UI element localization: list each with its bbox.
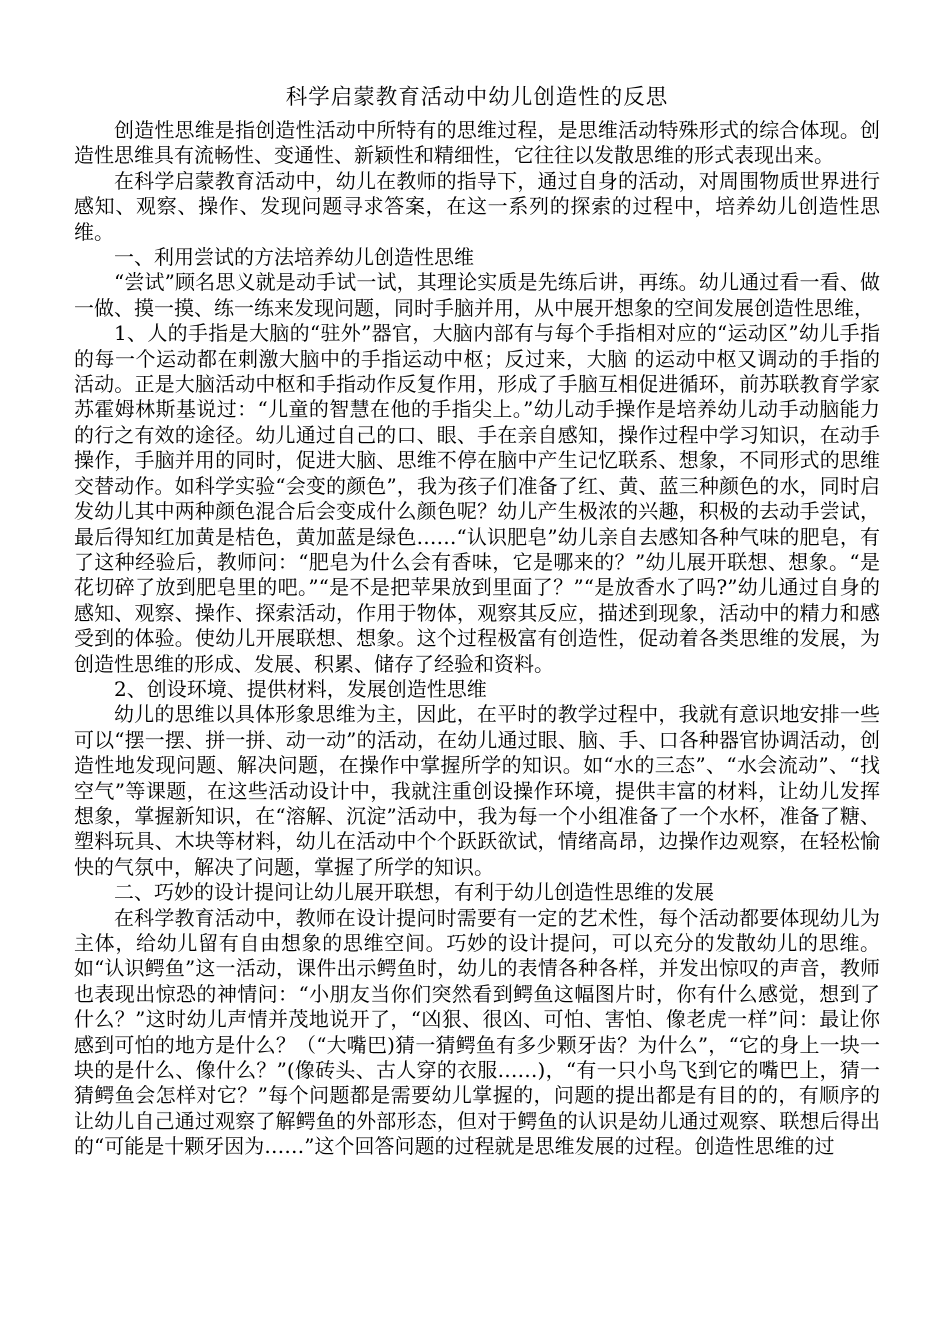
paragraph-introduction: 在科学启蒙教育活动中，幼儿在教师的指导下，通过自身的活动，对周围物质世界进行感知、观察、操作、发现问题寻求答案，在这一系列的探索的过程中，培养幼儿创造性思维。	[74, 168, 880, 244]
document-page	[74, 82, 880, 1160]
subsection-heading-2: 2、创设环境、提供材料，发展创造性思维	[114, 676, 487, 701]
paragraph-trial-meaning: “尝试”顾名思义就是动手试一试，其理论实质是先练后讲，再练。幼儿通过看一看、做一做、摸一摸、练一练来发现问题，同时手脑并用，从中展开想象的空间发展创造性思维，	[74, 270, 880, 320]
section-heading-1: 一、利用尝试的方法培养幼儿创造性思维	[114, 245, 474, 270]
paragraph-definition: 创造性思维是指创造性活动中所特有的思维过程，是思维活动特殊形式的综合体现。创造性思维具有流畅性、变通性、新颖性和精细性，它往往以发散思维的形式表现出来。	[74, 118, 880, 168]
paragraph-questioning: 在科学教育活动中，教师在设计提问时需要有一定的艺术性，每个活动都要体现幼儿为主体，给幼儿留有自由想象的思维空间。巧妙的设计提问，可以充分的发散幼儿的思维。如“认识鳄鱼”这一活动，课件出示鳄鱼时，幼儿的表情各种各样，并发出惊叹的声音，教师也表现出惊恐的神情问：“小朋友当你们突然看到鳄鱼这幅图片时，你有什么感觉，想到了什么？”这时幼儿声情并茂地说开了，“凶狠、很凶、可怕、害怕、像老虎一样”问：最让你感到可怕的地方是什么？（“大嘴巴)猜一猜鳄鱼有多少颗牙齿？为什么”，“它的身上一块一块的是什么、像什么？”(像砖头、古人穿的衣服……)，“有一只小鸟飞到它的嘴巴上，猜一猜鳄鱼会怎样对它？”每个问题都是需要幼儿掌握的，问题的提出都是有目的的，有顺序的让幼儿自己通过观察了解鳄鱼的外部形态，但对于鳄鱼的认识是幼儿通过观察、联想后得出的“可能是十颗牙因为……”这个回答问题的过程就是思维发展的过程。创造性思维的过	[74, 905, 880, 1159]
section-heading-2: 二、巧妙的设计提问让幼儿展开联想，有利于幼儿创造性思维的发展	[114, 880, 714, 905]
document-title: 科学启蒙教育活动中幼儿创造性的反思	[285, 85, 669, 110]
paragraph-environment-materials: 幼儿的思维以具体形象思维为主，因此，在平时的教学过程中，我就有意识地安排一些可以“摆一摆、拼一拼、动一动”的活动，在幼儿通过眼、脑、手、口各种器官协调活动，创造性地发现问题、解决问题，在操作中掌握所学的知识。如“水的三态”、“水会流动”、“找空气”等课题，在这些活动设计中，我就注重创设操作环境，提供丰富的材料，让幼儿发挥想象，掌握新知识，在“溶解、沉淀”活动中，我为每一个小组准备了一个水杯，准备了糖、塑料玩具、木块等材料，幼儿在活动中个个跃跃欲试，情绪高昂，边操作边观察，在轻松愉快的气氛中，解决了问题，掌握了所学的知识。	[74, 702, 880, 879]
paragraph-hand-brain: 1、人的手指是大脑的“驻外”器官，大脑内部有与每个手指相对应的“运动区”幼儿手指的每一个运动都在刺激大脑中的手指运动中枢；反过来，大脑 的运动中枢又调动的手指的活动。正是大脑活动中枢和手指动作反复作用，形成了手脑互相促进循环，前苏联教育学家苏霍姆林斯基说过：“儿童的智慧在他的手指尖上。”幼儿动手操作是培养幼儿动手动脑能力的行之有效的途径。幼儿通过自己的口、眼、手在亲自感知，操作过程中学习知识，在动手操作，手脑并用的同时，促进大脑、思维不停在脑中产生记忆联系、想象，不同形式的思维交替动作。如科学实验“会变的颜色”，我为孩子们准备了红、黄、蓝三种颜色的水，同时启发幼儿其中两种颜色混合后会变成什么颜色呢？幼儿产生极浓的兴趣，积极的去动手尝试，最后得知红加黄是桔色，黄加蓝是绿色……“认识肥皂”幼儿亲自去感知各种气味的肥皂，有了这种经验后，教师问：“肥皂为什么会有香味，它是哪来的？”幼儿展开联想、想象。“是花切碎了放到肥皂里的吧。”“是不是把苹果放到里面了？”“是放香水了吗?”幼儿通过自身的感知、观察、操作、探索活动，作用于物体，观察其反应，描述到现象，活动中的精力和感受到的体验。使幼儿开展联想、想象。这个过程极富有创造性，促动着各类思维的发展，为创造性思维的形成、发展、积累、储存了经验和资料。	[74, 321, 880, 676]
